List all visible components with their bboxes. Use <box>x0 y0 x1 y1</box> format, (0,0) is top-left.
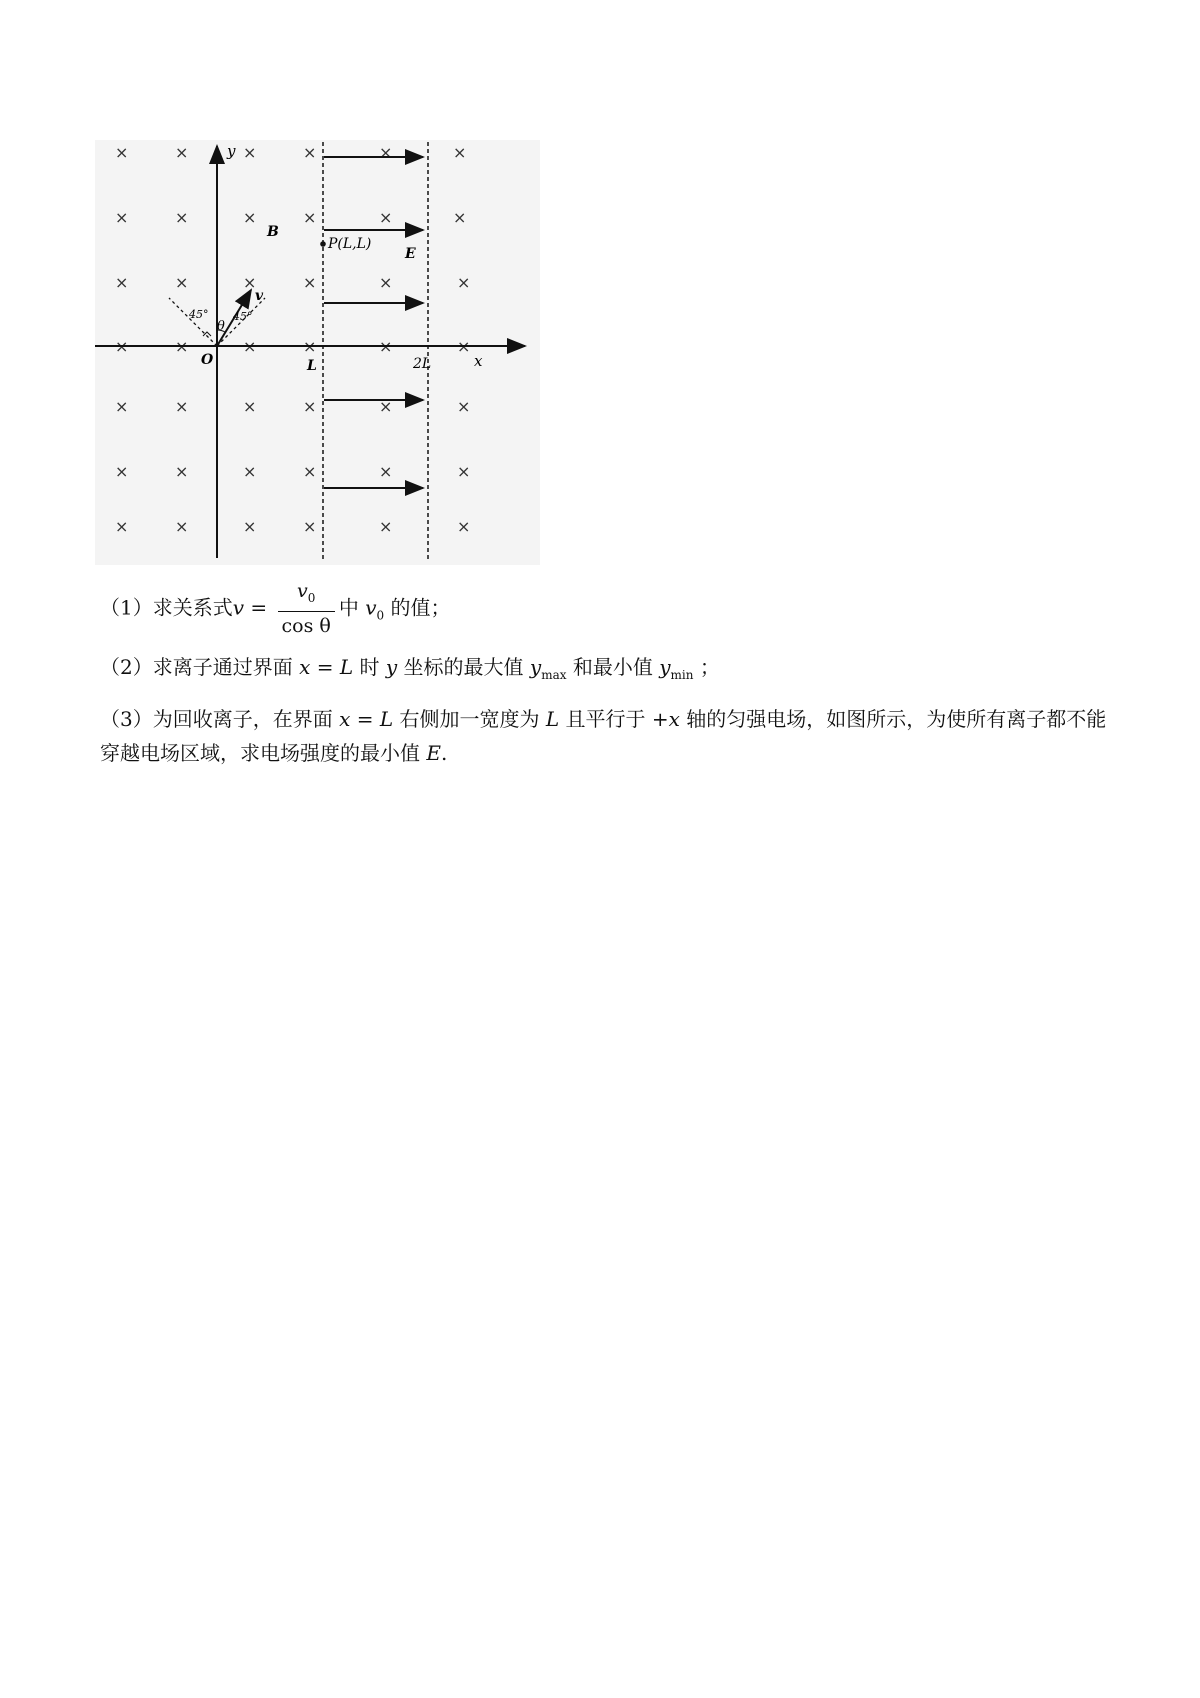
cross-mark: × <box>303 273 317 292</box>
cross-mark: × <box>379 517 393 536</box>
q1-denominator: cos θ <box>281 615 331 637</box>
cross-mark: × <box>243 208 257 227</box>
q1-middle: 中 <box>338 595 359 620</box>
b-field-label: B <box>267 224 279 240</box>
y-axis-label: y <box>227 142 236 160</box>
point-p-label: P(L,L) <box>328 236 372 252</box>
cross-mark: × <box>453 208 467 227</box>
x-axis-label: x <box>474 352 483 370</box>
q3-E: E <box>426 741 441 765</box>
question-2 <box>100 650 1110 692</box>
cross-mark: × <box>457 337 471 356</box>
q3-axis: +x <box>651 707 680 731</box>
q2-mid2: 坐标的最大值 <box>403 655 524 679</box>
cross-mark: × <box>379 208 393 227</box>
q2-ymin-sub: min <box>670 668 694 682</box>
cross-mark: × <box>175 517 189 536</box>
q2-y: y <box>385 655 398 679</box>
angle-left-label: 45° <box>189 308 209 321</box>
q2-mid3: 和最小值 <box>572 655 653 679</box>
cross-mark: × <box>115 462 129 481</box>
cross-mark: × <box>115 337 129 356</box>
q1-num-v: v <box>297 580 308 602</box>
cross-mark: × <box>175 208 189 227</box>
q1-fraction <box>278 578 335 640</box>
cross-mark: × <box>115 143 129 162</box>
q2-mid1: 时 <box>359 655 380 679</box>
cross-mark: × <box>457 462 471 481</box>
cross-mark: × <box>457 397 471 416</box>
cross-mark: × <box>243 462 257 481</box>
origin-label: O <box>201 352 214 368</box>
q1-num-sub: 0 <box>307 591 316 605</box>
cross-mark: × <box>303 462 317 481</box>
cross-mark: × <box>379 462 393 481</box>
cross-mark: × <box>379 337 393 356</box>
q3-part4: 轴的匀强电场，如图所示，为使所有离子都不能穿越电场区域，求电场强度的最小值 <box>100 707 1107 765</box>
q2-prefix: （2）求离子通过界面 <box>100 655 293 679</box>
q1-v0: v <box>365 595 377 620</box>
cross-mark: × <box>175 143 189 162</box>
q2-ymax-sub: max <box>541 668 567 682</box>
q2-condition: x = L <box>299 655 354 679</box>
tick-L-label: L <box>307 358 317 374</box>
cross-mark: × <box>379 397 393 416</box>
q3-L: L <box>545 707 560 731</box>
cross-mark: × <box>243 143 257 162</box>
cross-mark: × <box>303 337 317 356</box>
cross-mark: × <box>303 397 317 416</box>
cross-mark: × <box>243 337 257 356</box>
cross-mark: × <box>243 517 257 536</box>
cross-mark: × <box>175 273 189 292</box>
diagram-svg <box>95 140 540 565</box>
cross-mark: × <box>457 273 471 292</box>
q3-end: . <box>440 741 448 765</box>
cross-mark: × <box>379 143 393 162</box>
point-p <box>320 241 326 247</box>
q2-ymax: y <box>529 655 542 679</box>
cross-mark: × <box>115 273 129 292</box>
q2-suffix: ； <box>699 655 720 679</box>
velocity-label: v <box>255 288 264 304</box>
q2-ymin: y <box>659 655 671 679</box>
q1-v: v <box>232 595 245 620</box>
question-3 <box>100 702 1110 770</box>
q1-v0-sub: 0 <box>376 608 385 623</box>
q1-equals: = <box>244 595 274 620</box>
q1-suffix: 的值； <box>390 595 451 620</box>
cross-mark: × <box>457 517 471 536</box>
cross-mark: × <box>115 208 129 227</box>
q3-condition: x = L <box>339 707 394 731</box>
cross-mark: × <box>243 397 257 416</box>
cross-mark: × <box>115 397 129 416</box>
field-diagram <box>95 140 540 565</box>
cross-mark: × <box>115 517 129 536</box>
question-1 <box>100 578 1110 640</box>
q3-part3: 且平行于 <box>565 707 646 731</box>
cross-mark: × <box>303 143 317 162</box>
cross-mark: × <box>175 337 189 356</box>
cross-mark: × <box>379 273 393 292</box>
cross-mark: × <box>303 208 317 227</box>
cross-mark: × <box>243 273 257 292</box>
q3-part1: （3）为回收离子，在界面 <box>100 707 333 731</box>
q3-part2: 右侧加一宽度为 <box>399 707 540 731</box>
q1-numerator <box>278 578 335 612</box>
cross-mark: × <box>175 462 189 481</box>
cross-mark: × <box>175 397 189 416</box>
q1-prefix: （1）求关系式 <box>100 595 233 620</box>
cross-mark: × <box>453 143 467 162</box>
cross-mark: × <box>303 517 317 536</box>
theta-label: θ <box>217 319 225 334</box>
tick-2L-label: 2L <box>413 356 432 372</box>
angle-right-label: 45° <box>233 310 253 323</box>
e-field-label: E <box>405 246 416 262</box>
